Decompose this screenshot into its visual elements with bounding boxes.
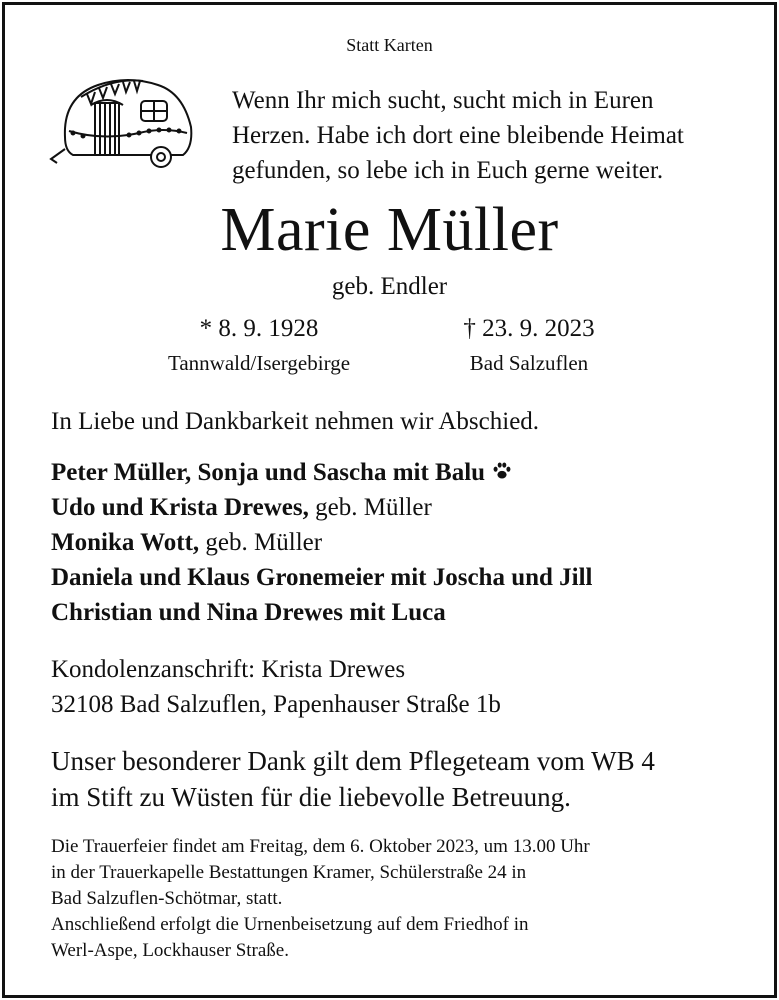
service-line: Bad Salzuflen-Schötmar, statt. bbox=[51, 888, 283, 909]
family-member: Christian und Nina Drewes mit Luca bbox=[51, 599, 446, 626]
farewell-text: In Liebe und Dankbarkeit nehmen wir Abschied. bbox=[51, 408, 540, 435]
family-member: Peter Müller, Sonja und Sascha mit Balu bbox=[51, 455, 593, 490]
family-member: Daniela und Klaus Gronemeier mit Joscha und Jill bbox=[51, 564, 593, 591]
poem-line: Wenn Ihr mich sucht, sucht mich in Euren bbox=[232, 87, 654, 114]
family-member: Monika Wott, geb. Müller bbox=[51, 529, 323, 556]
service-line: Die Trauerfeier findet am Freitag, dem 6. Oktober 2023, um 13.00 Uhr bbox=[51, 836, 590, 857]
family-member: Udo und Krista Drewes, geb. Müller bbox=[51, 494, 432, 521]
death-place: Bad Salzuflen bbox=[469, 351, 589, 375]
service-line: Werl-Aspe, Lockhauser Straße. bbox=[51, 940, 289, 961]
thanks-note bbox=[51, 743, 655, 815]
paw-icon bbox=[491, 460, 513, 482]
birth-place: Tannwald/Isergebirge bbox=[167, 351, 351, 375]
poem-line: gefunden, so lebe ich in Euch gerne weiter. bbox=[232, 157, 664, 184]
poem bbox=[232, 83, 684, 188]
caravan-icon bbox=[43, 67, 203, 177]
deceased-name: Marie Müller bbox=[220, 196, 559, 264]
condolence-address bbox=[51, 652, 501, 722]
condolence-line: 32108 Bad Salzuflen, Papenhauser Straße 1b bbox=[51, 691, 501, 718]
death-date: † 23. 9. 2023 bbox=[463, 315, 595, 342]
thanks-line: Unser besonderer Dank gilt dem Pflegeteam vom WB 4 bbox=[51, 746, 655, 776]
obituary-notice bbox=[2, 2, 777, 998]
birth-date: * 8. 9. 1928 bbox=[199, 315, 319, 342]
service-line: in der Trauerkapelle Bestattungen Kramer, Schülerstraße 24 in bbox=[51, 862, 527, 883]
condolence-line: Kondolenzanschrift: Krista Drewes bbox=[51, 656, 406, 683]
family-list bbox=[51, 455, 593, 630]
service-info bbox=[51, 834, 590, 964]
service-line: Anschließend erfolgt die Urnenbeisetzung auf dem Friedhof in bbox=[51, 914, 529, 935]
thanks-line: im Stift zu Wüsten für die liebevolle Betreuung. bbox=[51, 782, 571, 812]
poem-line: Herzen. Habe ich dort eine bleibende Heimat bbox=[232, 122, 684, 149]
statt-karten-label: Statt Karten bbox=[346, 35, 433, 55]
maiden-name: geb. Endler bbox=[331, 273, 448, 300]
